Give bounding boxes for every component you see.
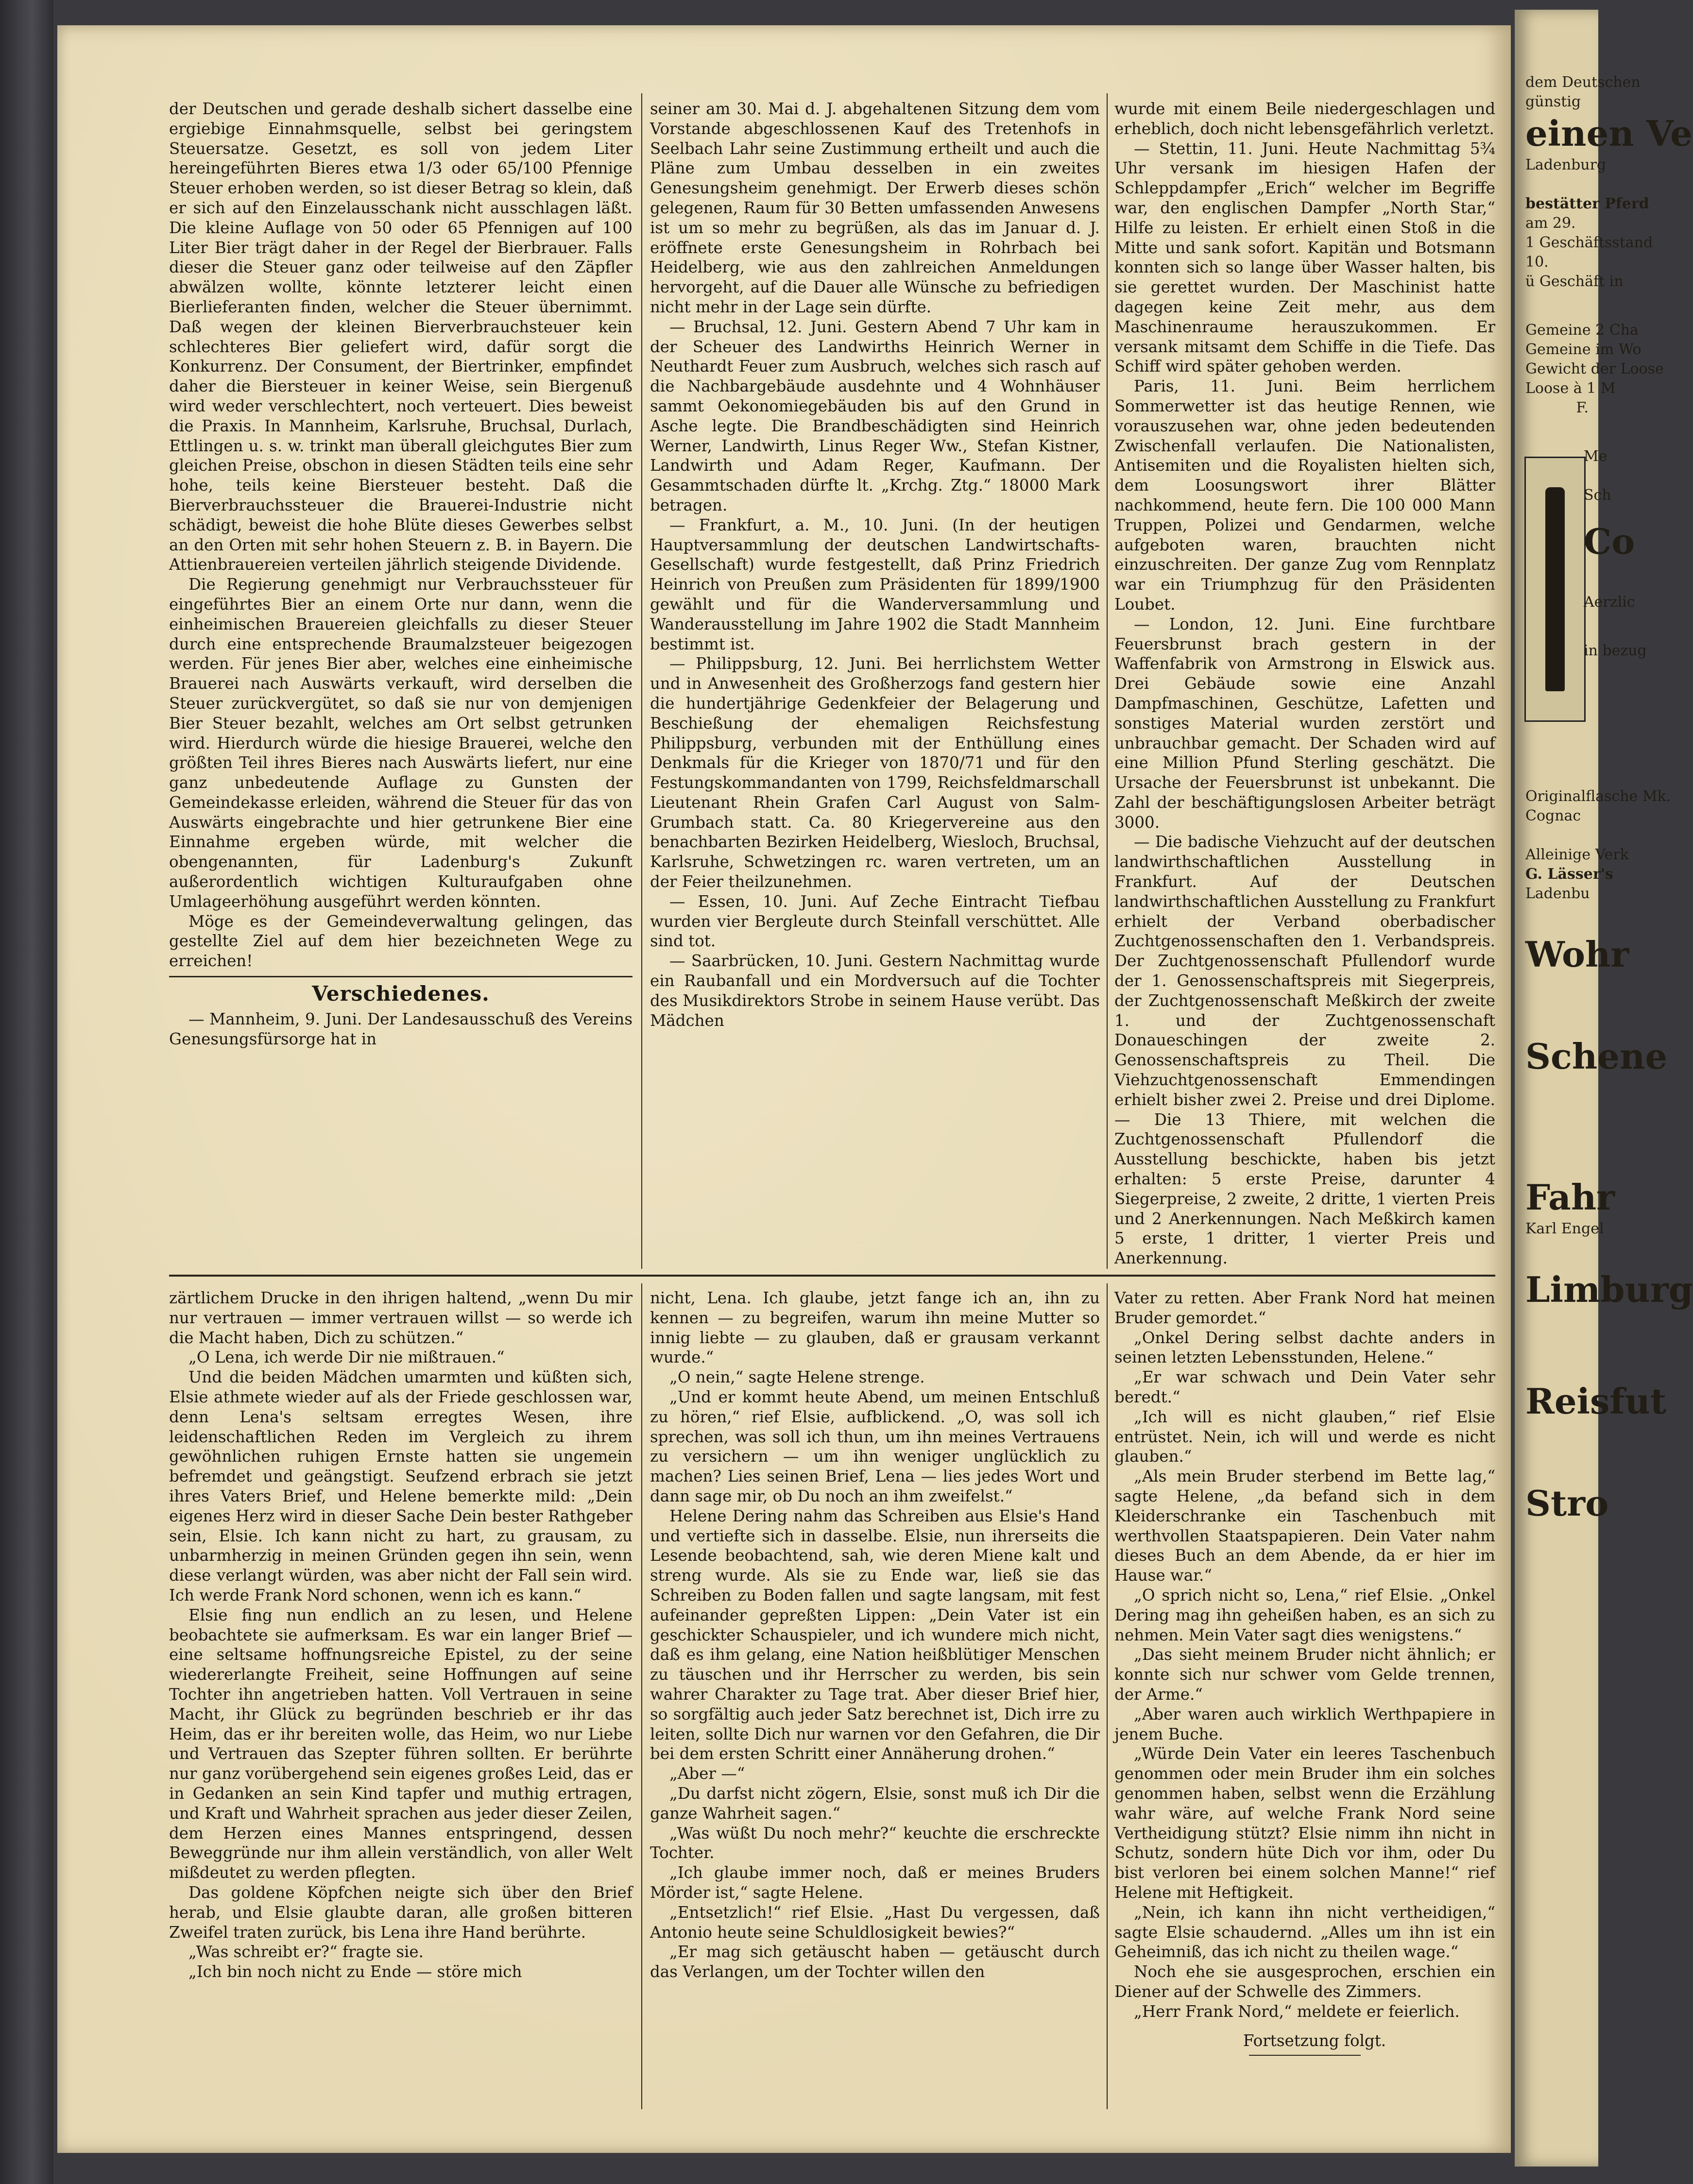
lower-column-2 [650, 1288, 1100, 1982]
section-divider [169, 976, 633, 977]
novel-paragraph: „Das sieht meinem Bruder nicht ähnlich; er konnte sich nur schwer vom Gelde trennen, der Arme.“ [1114, 1645, 1495, 1704]
article-paragraph: Die Regierung genehmigt nur Verbrauchssteuer für eingeführtes Bier an einem Orte nur dann, wenn die einheimischen Brauereien gleichfalls zu dieser Steuer durch eine entsprechende Braumalzsteuer beigezogen werden. Für jenes Bier aber, welches eine einheimische Brauerei nach Auswärts verkauft, wird derselben die Steuer zurückvergütet, so daß sie nur von demjenigen Bier Steuer bezahlt, welches am Ort selbst getrunken wird. Hierdurch würde die hiesige Brauerei, welche den größten Teil ihres Bieres nach Auswärts liefert, nur eine ganz unbedeutende Auflage zu Gunsten der Gemeindekasse erleiden, während die Steuer für das von Auswärts eingebrachte und hier getrunkene Bier eine Einnahme ergeben würde, mit welcher die obengenannten, für Ladenburg's Zukunft außerordentlich wichtigen Kulturaufgaben ohne Umlageerhöhung ausgeführt werden könnten. [169, 575, 633, 911]
ad-fragment: am 29. [1525, 215, 1576, 232]
novel-paragraph: „O Lena, ich werde Dir nie mißtrauen.“ [188, 1348, 505, 1367]
novel-paragraph: zärtlichem Drucke in den ihrigen haltend, „wenn Du mir nur vertrauen — immer vertrauen willst — so werde ich die Macht haben, Dich zu schützen.“ [169, 1289, 633, 1347]
novel-paragraph: „Er war schwach und Dein Vater sehr beredt.“ [1114, 1368, 1495, 1406]
ad-fragment: Sch [1584, 487, 1611, 504]
news-item: — Saarbrücken, 10. Juni. Gestern Nachmittag wurde ein Raubanfall und ein Mordversuch auf die Tochter des Musikdirektors Strobe in seinem Hause verübt. Das Mädchen [650, 952, 1100, 1030]
lower-column-3 [1114, 1288, 1495, 2056]
novel-paragraph: „Nein, ich kann ihn nicht vertheidigen,“ sagte Elsie schaudernd. „Alles um ihn ist ein Geheimniß, das ich nicht zu theilen wage.“ [1114, 1903, 1495, 1962]
novel-paragraph: „Onkel Dering selbst dachte anders in seinen letzten Lebensstunden, Helene.“ [1114, 1328, 1495, 1367]
column-rule [1107, 1283, 1108, 2109]
news-item: — Stettin, 11. Juni. Heute Nachmittag 5¾ Uhr versank im hiesigen Hafen der Schleppdampfer „Erich“ welcher im Begriffe war, den englischen Dampfer „North Star,“ Hilfe zu leisten. Er erhielt einen Stoß in die Mitte und sank sofort. Kapitän und Botsmann konnten sich so lange über Wasser halten, bis sie gerettet wurden. Der Maschinist hatte dagegen keine Zeit mehr, aus dem Maschinenraume herauszukommen. Er versank mitsamt dem Schiffe in die Tiefe. Das Schiff wird später gehoben werden. [1114, 139, 1495, 376]
novel-paragraph: „Würde Dein Vater ein leeres Taschenbuch genommen oder mein Bruder ihm ein solches genommen haben, selbst wenn die Erzählung wahr wäre, auf welche Frank Nord seine Vertheidigung stützt? Elsie nimm ihn nicht in Schutz, sondern hüte Dich vor ihm, oder Du bist verloren bei einem solchen Manne!“ rief Helene mit Heftigkeit. [1114, 1744, 1495, 1902]
lower-column-1 [169, 1288, 633, 1982]
upper-column-2 [650, 99, 1100, 1030]
news-item: — Essen, 10. Juni. Auf Zeche Eintracht Tiefbau wurden vier Bergleute durch Steinfall verschüttet. Alle sind tot. [650, 892, 1100, 951]
ad-fragment: F. [1576, 399, 1589, 416]
novel-paragraph: „Aber —“ [669, 1764, 745, 1783]
ad-fragment: Wohr [1525, 934, 1629, 975]
novel-paragraph: „Du darfst nicht zögern, Elsie, sonst muß ich Dir die ganze Wahrheit sagen.“ [650, 1784, 1100, 1823]
novel-paragraph: Vater zu retten. Aber Frank Nord hat meinen Bruder gemordet.“ [1114, 1289, 1495, 1327]
news-item: — Bruchsal, 12. Juni. Gestern Abend 7 Uhr kam in der Scheuer des Landwirths Heinrich Werner in Neuthardt Feuer zum Ausbruch, welches sich rasch auf die Nachbargebäude ausdehnte und 4 Wohnhäuser sammt Oekonomiegebäuden bis auf den Grund in Asche legte. Die Brandbeschädigten sind Heinrich Werner, Landwirth, Linus Reger Ww., Stefan Kistner, Landwirth und Adam Reger, Kaufmann. Der Gesammtschaden dürfte lt. „Krchg. Ztg.“ 18000 Mark betragen. [650, 317, 1100, 514]
column-rule [641, 93, 642, 1269]
ad-fragment: Limburg [1525, 1269, 1693, 1310]
ad-fragment: dem Deutschen [1525, 74, 1641, 91]
continued-note: Fortsetzung folgt. [1243, 2031, 1386, 2050]
article-paragraph: seiner am 30. Mai d. J. abgehaltenen Sitzung dem vom Vorstande abgeschlossenen Kauf des Tretenhofs in Seelbach Lahr seine Zustimmung ertheilt und auch die Pläne zum Umbau desselben in ein zweites Genesungsheim genehmigt. Der Erwerb dieses schön gelegenen, Raum für 30 Betten umfassenden Anwesens ist um so mehr zu begrüßen, als das im Januar d. J. eröffnete erste Genesungsheim in Rohrbach bei Heidelberg, wie aus den zahlreichen Anmeldungen hervorgeht, auf die Dauer alle Wünsche zu befriedigen nicht mehr in der Lage sein dürfte. [650, 100, 1100, 316]
novel-paragraph: „Ich glaube immer noch, daß er meines Bruders Mörder ist,“ sagte Helene. [650, 1863, 1100, 1902]
news-item: Paris, 11. Juni. Beim herrlichem Sommerwetter ist das heutige Rennen, wie vorauszusehen war, ohne jeden bedeutenden Zwischenfall verlaufen. Die Nationalisten, Antisemiten und die Royalisten hielten sich, dem Loosungswort ihrer Blätter nachkommend, heute fern. Die 100 000 Mann Truppen, Polizei und Gendarmen, welche aufgeboten waren, brauchten nicht einzuschreiten. Der ganze Zug vom Rennplatz war ein Triumphzug für den Präsidenten Loubet. [1114, 377, 1495, 614]
article-paragraph: Möge es der Gemeindeverwaltung gelingen, das gestellte Ziel auf dem hier bezeichneten Wege zu erreichen! [169, 912, 633, 971]
novel-paragraph: „Was wüßt Du noch mehr?“ keuchte die erschreckte Tochter. [650, 1824, 1100, 1862]
ad-fragment: 1 Geschäftsstand [1525, 234, 1653, 251]
novel-paragraph: „Ich will es nicht glauben,“ rief Elsie entrüstet. Nein, ich will und werde es nicht glauben.“ [1114, 1407, 1495, 1466]
ad-fragment: Me [1584, 448, 1607, 465]
column-rule [641, 1283, 642, 2109]
upper-column-3 [1114, 99, 1495, 1268]
upper-column-1 [169, 99, 633, 1049]
ad-fragment: Ladenbu [1525, 885, 1590, 902]
novel-paragraph: Das goldene Köpfchen neigte sich über den Brief herab, und Elsie glaubte daran, alle großen bitteren Zweifel traten zurück, bis Lena ihre Hand berührte. [169, 1883, 633, 1942]
ad-fragment: Fahr [1525, 1177, 1615, 1218]
novel-paragraph: „Und er kommt heute Abend, um meinen Entschluß zu hören,“ rief Elsie, aufblickend. „O, was soll ich sprechen, was soll ich thun, um ihn meines Vertrauens zu versichern — um ihn weniger unglücklich zu machen? Lies seinen Brief, Lena — lies jedes Wort und dann sage mir, ob Du noch an ihm zweifelst.“ [650, 1387, 1100, 1505]
ad-fragment: G. Lässer's [1525, 866, 1613, 883]
novel-paragraph: „Entsetzlich!“ rief Elsie. „Hast Du vergessen, daß Antonio heute seine Schuldlosigkeit bewies?“ [650, 1903, 1100, 1942]
ad-fragment: Karl Engel [1525, 1220, 1604, 1237]
column-rule [1107, 93, 1108, 1269]
novel-paragraph: Elsie fing nun endlich an zu lesen, und Helene beobachtete sie aufmerksam. Es war ein langer Brief — eine seltsame hoffnungsreiche Epistel, zu der seine wiedererlangte Freiheit, seine Hoffnungen auf seine Tochter ihn angetrieben hatten. Voll Vertrauen in seine Macht, ihr Glück zu begründen beschrieb er ihr das Heim, das er ihr bereiten wolle, das Heim, wo nur Liebe und Vertrauen das Szepter führen sollten. Er berührte nur ganz vorübergehend sein eigenes großes Leid, das er in Gedanken an sein Kind tapfer und muthig ertragen, und Kraft und Wahrheit sprachen aus jeder dieser Zeilen, dem Herzen eines Mannes entspringend, dessen Beweggründe nur ihm allein verständlich, von aller Welt mißdeutet zu werden pflegten. [169, 1605, 633, 1882]
ad-fragment: bestätter Pferd [1525, 195, 1649, 212]
section-title: Verschiedenes. [312, 982, 490, 1006]
ad-fragment: 10. [1525, 254, 1549, 271]
article-paragraph: — Mannheim, 9. Juni. Der Landesausschuß des Vereins Genesungsfürsorge hat in [169, 1010, 633, 1048]
ad-fragment: Gewicht der Loose [1525, 360, 1664, 377]
ad-fragment: einen Ve [1525, 113, 1693, 154]
novel-paragraph: „Herr Frank Nord,“ meldete er feierlich. [1134, 2002, 1460, 2021]
ad-fragment: günstig [1525, 93, 1581, 110]
novel-paragraph: „Aber waren auch wirklich Werthpapiere in jenem Buche. [1114, 1705, 1495, 1743]
novel-paragraph: „O nein,“ sagte Helene strenge. [669, 1368, 925, 1387]
ad-fragment: in bezug [1584, 642, 1647, 659]
novel-paragraph: „Ich bin noch nicht zu Ende — störe mich [188, 1962, 522, 1981]
news-item: — Frankfurt, a. M., 10. Juni. (In der heutigen Hauptversammlung der deutschen Landwirtschafts-Gesellschaft) wurde festgestellt, daß Prinz Friedrich Heinrich von Preußen zum Präsidenten für 1899/1900 gewählt und für die Wanderversammlung und Wanderausstellung im Jahre 1902 die Stadt Mannheim bestimmt ist. [650, 515, 1100, 653]
ad-fragment: Reisfut [1525, 1381, 1667, 1422]
ad-fragment: Schene [1525, 1036, 1668, 1077]
novel-paragraph: „O sprich nicht so, Lena,“ rief Elsie. „Onkel Dering mag ihn geheißen haben, es an sich zu nehmen. Mein Vater sagt dies wenigstens.“ [1114, 1586, 1495, 1644]
novel-paragraph: „Als mein Bruder sterbend im Bette lag,“ sagte Helene, „da befand sich in dem Kleiderschranke ein Taschenbuch mit werthvollen Staatspapieren. Dein Vater nahm dieses Buch an dem Abende, da er hier im Hause war.“ [1114, 1467, 1495, 1585]
news-item: — Philippsburg, 12. Juni. Bei herrlichstem Wetter und in Anwesenheit des Großherzogs fand gestern hier die hundertjährige Gedenkfeier der Belagerung und Beschießung der ehemaligen Reichsfestung Philippsburg, verbunden mit der Enthüllung eines Denkmals für die Krieger von 1870/71 und für den Festungskommandanten von 1799, Reichsfeldmarschall Lieutenant Rhein Grafen Carl August von Salm-Grumbach statt. Ca. 80 Kriegervereine aus den benachbarten Bezirken Heidelberg, Wiesloch, Bruchsal, Karlsruhe, Schwetzingen rc. waren vertreten, um an der Feier theilzunehmen. [650, 654, 1100, 891]
end-rule [1249, 2055, 1361, 2056]
ad-fragment: Gemeine 2 Cha [1525, 322, 1639, 339]
novel-paragraph: Helene Dering nahm das Schreiben aus Elsie's Hand und vertiefte sich in dasselbe. Elsie, nun ihrerseits die Lesende beobachtend, sah, wie deren Miene kalt und streng wurde. Als sie zu Ende war, ließ sie das Schreiben zu Boden fallen und sagte langsam, mit fest aufeinander gepreßten Lippen: „Dein Vater ist ein geschickter Schauspieler, und ich wundere mich nicht, daß es ihm gelang, eine Nation heißblütiger Menschen zu täuschen und ihr Herrscher zu werden, bis sein wahrer Charakter zu Tage trat. Aber dieser Brief hier, so sorgfältig auch jeder Satz berechnet ist, Dich irre zu leiten, sollte Dich nur warnen vor den Gefahren, die Dir bei dem ersten Schritt einer Annäherung drohen.“ [650, 1506, 1100, 1763]
novel-paragraph: Und die beiden Mädchen umarmten und küßten sich, Elsie athmete wieder auf als der Friede geschlossen war, denn Lena's seltsam erregtes Wesen, ihre leidenschaftlichen Reden im Vergleich zu ihrem gewöhnlichen ruhigen Ernste hatten sie ungemein befremdet und geängstigt. Seufzend erbrach sie jetzt ihres Vaters Brief, und Helene bemerkte mild: „Dein eigenes Herz wird in dieser Sache Dein bester Rathgeber sein, Elsie. Ich kann nicht zu hart, zu grausam, zu unbarmherzig in meinen Gründen gegen ihn sein, wenn diese verlangt würden, was aber nicht der Fall sein wird. Ich werde Frank Nord schonen, wenn ich es kann.“ [169, 1368, 633, 1604]
adjacent-page-sliver [1515, 10, 1693, 2167]
ad-fragment: Co [1584, 521, 1635, 562]
ad-fragment: Cognac [1525, 807, 1581, 824]
ad-fragment: Aerzlic [1584, 594, 1635, 611]
news-item: — Die badische Viehzucht auf der deutschen landwirthschaftlichen Ausstellung in Frankfurt. Auf der Deutschen landwirthschaftlichen Ausstellung zu Frankfurt erhielt der Verband oberbadischer Zuchtgenossenschaften den 1. Verbandspreis. Der Zuchtgenossenschaft Pfullendorf wurde der 1. Genossenschaftspreis mit Siegerpreis, der Zuchtgenossenschaft Meßkirch der zweite 1. und der Zuchtgenossenschaft Donaueschingen der zweite 2. Genossenschaftspreis zu Theil. Die Viehzuchtgenossenschaft Emmendingen erhielt bisher zwei 2. Preise und drei Diplome. — Die 13 Thiere, mit welchen die Zuchtgenossenschaft Pfullendorf die Ausstellung beschickte, haben bis jetzt erhalten: 5 erste Preise, darunter 4 Siegerpreise, 2 zweite, 2 dritte, 1 vierten Preis und 2 Anerkennungen. Nach Meßkirch kamen 5 erste, 1 dritter, 1 vierter Preis und Anerkennung. [1114, 833, 1495, 1268]
ad-fragment: Gemeine im Wo [1525, 341, 1642, 358]
ad-fragment: ü Geschäft in [1525, 273, 1624, 290]
novel-paragraph: Noch ehe sie ausgesprochen, erschien ein Diener auf der Schwelle des Zimmers. [1114, 1962, 1495, 2001]
ad-fragment: Stro [1525, 1483, 1609, 1524]
article-paragraph: der Deutschen und gerade deshalb sichert dasselbe eine ergiebige Einnahmsquelle, selbst bei geringstem Steuersatze. Gesetzt, es soll von jedem Liter hereingeführten Bieres etwa 1/3 oder 65/100 Pfennige Steuer erhoben werden, so ist dieser Betrag so klein, daß er sich auf den Einzelausschank nicht ausschlagen läßt. Die kleine Auflage von 50 oder 65 Pfennigen auf 100 Liter Bier trägt daher in der Regel der Bierbrauer. Falls dieser die Steuer ganz oder teilweise auf den Zäpfler abwälzen wollte, könnte letzterer leicht einen Bierlieferanten finden, welcher die Steuer übernimmt. Daß wegen der kleinen Bierverbrauchsteuer kein schlechteres Bier geliefert wird, dafür sorgt die Konkurrenz. Der Consument, der Biertrinker, empfindet daher die Biersteuer in keiner Weise, sein Biergenuß wird weder verschlechtert, noch verteuert. Dies beweist die Praxis. In Mannheim, Karlsruhe, Bruchsal, Durlach, Ettlingen u. s. w. trinkt man überall gleichgutes Bier zum gleichen Preise, obschon in diesen Städten teils eine sehr hohe, teils keine Biersteuer besteht. Daß die Bierverbrauchssteuer die Brauerei-Industrie nicht schädigt, beweist die hohe Blüte dieses Gewerbes selbst an den Orten mit sehr hohen Steuern z. B. in Bayern. Die Attienbrauereien verteilen jährlich steigende Dividende. [169, 100, 633, 574]
ad-fragment: Alleinige Verk [1525, 846, 1629, 863]
feuilleton-divider [169, 1275, 1495, 1277]
ad-fragment: Ladenburg [1525, 156, 1607, 173]
novel-paragraph: „Was schreibt er?“ fragte sie. [188, 1943, 424, 1962]
ad-fragment: Originalflasche Mk. [1525, 788, 1671, 805]
novel-paragraph: nicht, Lena. Ich glaube, jetzt fange ich an, ihn zu kennen — zu begreifen, warum ihn meine Mutter so innig liebte — zu glauben, daß er grausam verkannt wurde.“ [650, 1289, 1100, 1367]
newspaper-page [57, 25, 1511, 2153]
binder-edge [0, 0, 53, 2184]
article-paragraph: wurde mit einem Beile niedergeschlagen und erheblich, doch nicht lebensgefährlich verletzt. [1114, 100, 1495, 138]
novel-paragraph: „Er mag sich getäuscht haben — getäuscht durch das Verlangen, um der Tochter willen den [650, 1943, 1100, 1981]
news-item: — London, 12. Juni. Eine furchtbare Feuersbrunst brach gestern in der Waffenfabrik von Armstrong in Elswick aus. Drei Gebäude sowie eine Anzahl Dampfmaschinen, Geschütze, Lafetten und sonstiges Material wurden zerstört und unbrauchbar gemacht. Der Schaden wird auf eine Million Pfund Sterling geschätzt. Die Ursache der Feuersbrunst ist unbekannt. Die Zahl der beschäftigungslosen Arbeiter beträgt 3000. [1114, 614, 1495, 832]
ad-fragment: Loose à 1 M [1525, 380, 1616, 397]
